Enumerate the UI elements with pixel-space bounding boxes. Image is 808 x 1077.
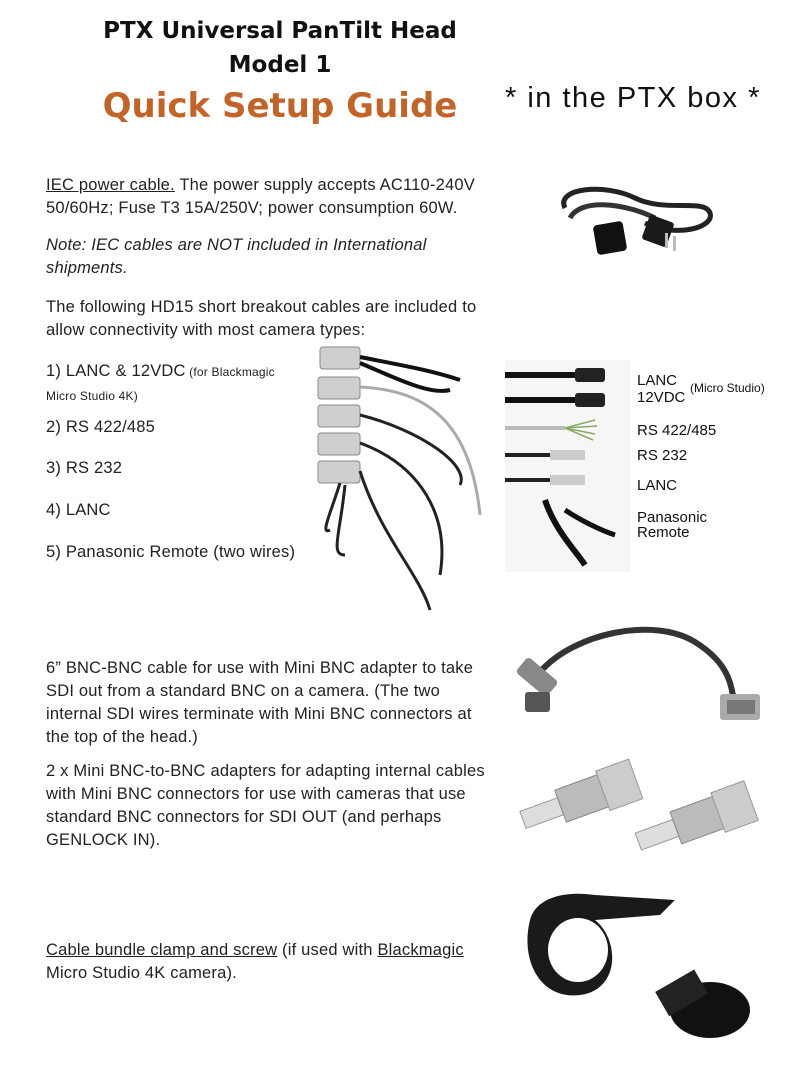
- title-line1: PTX Universal PanTilt Head: [103, 18, 457, 44]
- bnc-cable-description: 6” BNC-BNC cable for use with Mini BNC adapter to take SDI out from a standard BNC on a camera. (The two internal SDI wires terminate with Mini BNC connectors at the top of the head.): [46, 659, 474, 746]
- iec-link[interactable]: IEC power cable.: [46, 176, 175, 194]
- label-12vdc: 12VDC: [637, 389, 686, 406]
- in-box-label: * in the PTX box *: [505, 82, 761, 114]
- cable-ends-image: [505, 360, 630, 572]
- label-rs232: RS 232: [637, 447, 688, 464]
- cable-item-1: 1) LANC & 12VDC (for Blackmagic Micro Studio 4K): [46, 362, 275, 403]
- clamp-screw-image: [500, 880, 780, 1065]
- label-lanc-2: LANC: [637, 477, 678, 494]
- bnc-cable-image: [505, 612, 770, 727]
- cable-item-3: 3) RS 232: [46, 459, 123, 477]
- clamp-description: Cable bundle clamp and screw (if used with Blackmagic Micro Studio 4K camera).: [46, 941, 464, 982]
- label-micro-studio: (Micro Studio): [690, 381, 765, 395]
- bnc-adapters-image: [505, 742, 770, 864]
- hd15-intro: The following HD15 short breakout cables are included to allow connectivity with most camera types:: [46, 298, 477, 339]
- hd15-cables-image: [300, 335, 495, 620]
- iec-note: Note: IEC cables are NOT included in International shipments.: [46, 236, 427, 277]
- quick-setup-title: Quick Setup Guide: [102, 86, 458, 126]
- cable-item-2: 2) RS 422/485: [46, 418, 156, 436]
- blackmagic-link[interactable]: Blackmagic: [377, 941, 464, 959]
- iec-cable-image: [545, 178, 720, 263]
- adapters-description: 2 x Mini BNC-to-BNC adapters for adapting internal cables with Mini BNC connectors for use with cameras that use standard BNC connectors for SDI OUT (and perhaps GENLOCK IN).: [46, 762, 485, 849]
- iec-description: IEC power cable. The power supply accepts AC110-240V 50/60Hz; Fuse T3 15A/250V; power consumption 60W.: [46, 176, 475, 217]
- label-remote: Remote: [637, 524, 690, 541]
- label-rs422: RS 422/485: [637, 422, 717, 439]
- cable-item-4: 4) LANC: [46, 501, 111, 519]
- clamp-link[interactable]: Cable bundle clamp and screw: [46, 941, 278, 959]
- title-line2: Model 1: [228, 52, 332, 78]
- cable-item-5: 5) Panasonic Remote (two wires): [46, 543, 296, 561]
- label-panasonic: Panasonic: [637, 509, 708, 526]
- label-lanc: LANC: [637, 372, 678, 389]
